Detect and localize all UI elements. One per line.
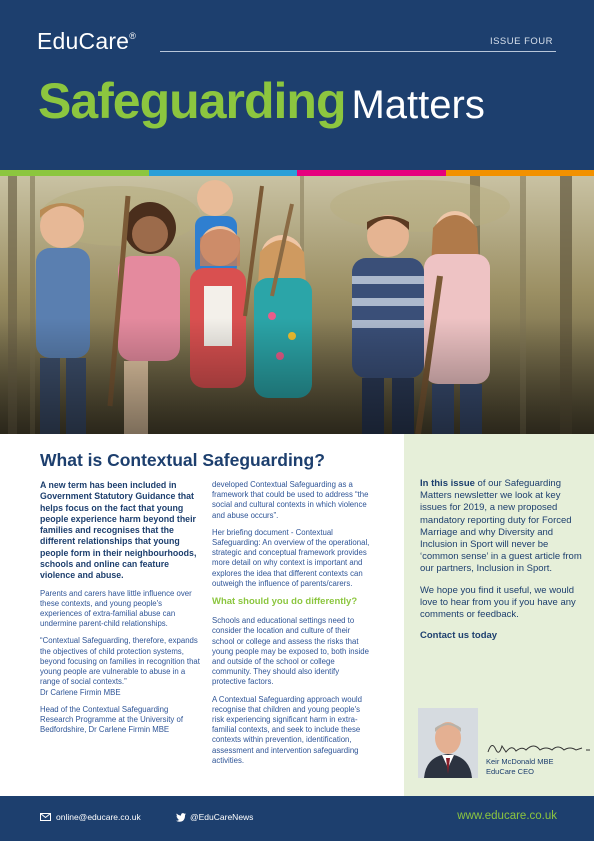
twitter-handle[interactable]: @EduCareNews [190, 812, 254, 822]
article-subheading: What should you do differently? [212, 596, 358, 608]
header-divider [160, 51, 556, 52]
quote-attribution: Dr Carlene Firmin MBE [40, 687, 121, 697]
article-paragraph: Head of the Contextual Safeguarding Research Programme at the University of Bedfordshire, Dr Carlene Firmin MBE [40, 704, 183, 735]
article-paragraph: A Contextual Safeguarding approach would recognise that children and young people's risk experiencing significant harm in extra-familial contexts, and seek to include these contexts within prevention, identification, assessment and intervention safeguarding activities. [212, 694, 362, 765]
hero-photo [0, 176, 594, 434]
sidebar-panel [404, 434, 594, 796]
ceo-photo [418, 708, 478, 778]
sidebar-feedback: We hope you find it useful, we would love to hear from you if you have any comments or feedback. [420, 584, 576, 621]
article-paragraph: developed Contextual Safeguarding as a framework that could be used to address “the social and cultural contexts in which violence and abuse occurs”. [212, 480, 369, 520]
article-paragraph: Schools and educational settings need to consider the location and culture of their school or college and assess the risks that young people may be exposed to, both inside and outside of the school or college community. They should also identify protective factors. [212, 616, 369, 687]
sidebar-intro: In this issue of our Safeguarding Matters newsletter we look at key issues for 2019, a new proposed mandatory reporting duty for Forced Marriage and why Diversity and Inclusion in Sport will never be ‘common sense’ in a guest article from our partners, Inclusion in Sport. [420, 478, 582, 575]
article-lead: A new term has been included in Government Statutory Guidance that helps focus on the fact that young people experience harm beyond their families and recognises that the different relationships that young people form in their neighbourhoods, schools and online can feature violence and abuse. [40, 480, 197, 581]
article-column-2 [212, 480, 374, 773]
article-quote [40, 636, 202, 697]
ceo-signature [486, 738, 594, 758]
article-section [0, 434, 404, 796]
article-paragraph: Parents and carers have little influence over these contexts, and young people's experiences of extra-familial abuse can undermine parent-child relationships. [40, 588, 192, 629]
envelope-icon [40, 813, 51, 821]
email-address[interactable]: online@educare.co.uk [56, 812, 141, 822]
twitter-icon [176, 813, 186, 822]
issue-label: ISSUE FOUR [489, 36, 553, 47]
footer-website-link[interactable]: www.educare.co.uk [457, 810, 557, 822]
title-matters: Matters [351, 83, 485, 127]
article-heading: What is Contextual Safeguarding? [40, 450, 325, 470]
footer-twitter[interactable] [176, 812, 253, 822]
sidebar-text [420, 478, 586, 642]
quote-text: “Contextual Safeguarding, therefore, expands the objectives of child protection systems, beyond focusing on families in recognition that young people are vulnerable to abuse in a range of social contexts.” [40, 636, 200, 687]
footer [0, 796, 594, 841]
footer-email[interactable] [40, 812, 141, 822]
masthead [0, 0, 594, 170]
educare-logo: EduCare® [37, 28, 137, 54]
ceo-name: Keir McDonald MBE [486, 757, 554, 766]
ceo-title: EduCare CEO [486, 767, 534, 776]
children-in-woods-illustration [0, 176, 594, 434]
article-paragraph: Her briefing document - Contextual Safeguarding: An overview of the operational, strategic and conceptual framework provides more detail on why context is important and explores the idea that different contexts can outweigh the influence of parents/carers. [212, 527, 370, 588]
article-column-1 [40, 480, 202, 742]
newsletter-title [38, 72, 485, 130]
title-safeguarding: Safeguarding [38, 73, 346, 129]
contact-us-heading[interactable]: Contact us today [420, 630, 498, 642]
